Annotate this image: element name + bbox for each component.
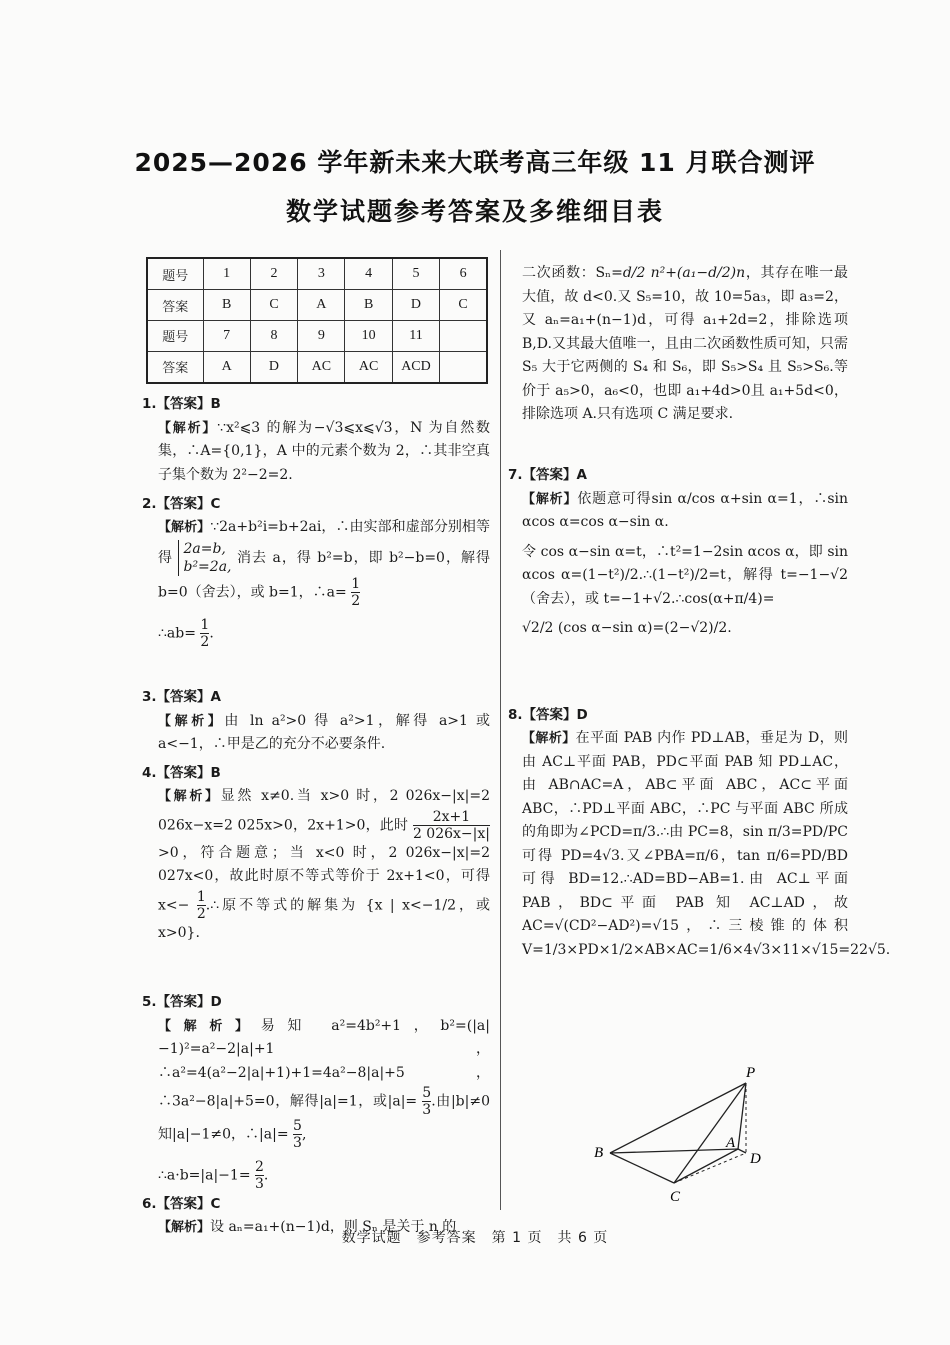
edge-CA (674, 1149, 738, 1183)
table-cell: 10 (345, 320, 392, 351)
answer-heading-q1: 1.【答案】B (142, 396, 221, 412)
page-title: 2025—2026 学年新未来大联考高三年级 11 月联合测评 (134, 148, 816, 177)
fraction-num: 1 (196, 888, 206, 905)
edge-AD (738, 1149, 746, 1153)
fraction-den: 3 (293, 1135, 302, 1151)
formula: d/2 n²+(a₁−d/2)n (622, 265, 746, 281)
solution-set: {x | x<−1/2，或 x>0}. (158, 897, 491, 941)
table-cell (440, 320, 487, 351)
formula: (1−t²)/2 (582, 567, 639, 583)
table-cell: C (440, 290, 487, 321)
solution-text: ∵2a+b²i=b+2ai，∴由实部和虚部分别相等得 (158, 519, 490, 566)
page-subtitle: 数学试题参考答案及多维细目表 (285, 197, 664, 226)
solution-text: ∴ab= (158, 625, 196, 641)
fraction (413, 809, 490, 842)
fraction-num: 5 (293, 1118, 302, 1134)
answer-heading-q4: 4.【答案】B (142, 764, 221, 781)
table-cell: 8 (250, 320, 297, 351)
solution-text: .∴原不等式的解集为 (205, 897, 359, 913)
table-cell: ACD (392, 351, 439, 383)
fraction-num: 2x+1 (413, 809, 490, 826)
solution-text: 二次函数：Sₙ= (522, 265, 623, 281)
table-cell: AC (345, 351, 392, 383)
solution-label: 【解析】 (158, 713, 225, 729)
label-P: P (746, 1065, 756, 1081)
table-cell: 题号 (147, 320, 203, 351)
solution-label: 【解析】 (522, 491, 578, 507)
solution-text: √2/2 (cos α−sin α)=(2−√2)/2. (522, 620, 732, 636)
answer-heading-q2: 2.【答案】C (142, 495, 221, 512)
fraction (200, 617, 209, 650)
answer-heading-q3: 3.【答案】A (142, 689, 221, 705)
table-cell: 6 (440, 258, 487, 290)
system-line-1: 2a=b, (183, 540, 226, 557)
answer-heading-q8: 8.【答案】D (508, 706, 588, 723)
label-B: B (594, 1145, 604, 1161)
answer-heading-q5: 5.【答案】D (142, 994, 222, 1010)
solution-text: 显然 x≠0.当 x>0 时，2 026x−|x|=2 026x−x=2 025x>0，2x+1>0，此时 (158, 788, 490, 833)
solution-text: 消去 a，得 b²=b，即 b²−b=0，解得 b=0（舍去），或 b=1，∴a= (158, 549, 491, 600)
table-cell: 9 (298, 320, 345, 351)
table-cell: C (250, 290, 297, 321)
solution-text: 令 cos α−sin α=t，∴t²=1−2sin αcos α，即 sin αcos α= (522, 543, 848, 583)
table-cell: D (392, 290, 439, 321)
table-cell: 11 (392, 320, 439, 351)
table-cell: B (345, 290, 392, 321)
solution-q8 (522, 727, 891, 1067)
table-cell: 2 (250, 258, 297, 290)
solution-label: 【解析】 (522, 731, 576, 746)
solution-q1 (142, 417, 490, 489)
right-column (508, 262, 891, 1067)
solution-text: 在平面 PAB 内作 PD⊥AB，垂足为 D，则由 AC⊥平面 PAB，PD⊂平面 PAB 知 PD⊥AC，由 AB∩AC=A，AB⊂平面 ABC，AC⊂平面 ABC，∴PD⊥平面 ABC，∴PC 与平面 ABC 所成的角即为∠PCD=π/3.∴由 PC=8，sin π/3= (522, 730, 848, 840)
solution-text: ，其存在唯一最大值，故 d<0.又 S₅=10，故 10=5a₃，即 a₃=2，又 aₙ=a₁+(n−1)d，可得 a₁+2d=2，排除选项 B,D.又其最大值唯一，且由二次函数性质可知，只需 S₅ 大于它两侧的 S₄ 和 S₆，即 S₅>S₄ 且 S₅>S₆.等价于 a₅>0，a₆<0，也即 a₁+4d>0且 a₁+5d<0，排除选项 A.只有选项 C 满足要求. (522, 265, 848, 422)
fraction-num: 1 (351, 575, 361, 592)
fraction-num: 1 (200, 616, 210, 633)
solution-q4 (142, 785, 490, 985)
table-cell: 7 (203, 320, 250, 351)
solution-q6-continued (522, 262, 848, 460)
system-line-2: b²=2a, (183, 558, 232, 575)
table-cell: 3 (298, 258, 345, 290)
left-column (142, 393, 490, 1240)
page-footer: 数学试题 参考答案 第 1 页 共 6 页 (341, 1230, 609, 1246)
table-cell: AC (298, 351, 345, 383)
fraction-num: 2 (255, 1159, 264, 1175)
fraction-den: 3 (422, 1102, 432, 1118)
solution-q2: 【解析】∵2a+b²i=b+2ai，∴由实部和虚部分别相等得 2a=b, b²=2a, 消去 a，得 b²=b，即 b²−b=0，解得 b=0（舍去），或 b=1，∴a= $\frac{1}{2}$ ∴ab= $\frac{1}{2}$ . (158, 519, 491, 650)
table-row (147, 320, 487, 351)
solution-q3 (142, 710, 490, 758)
table-cell: 题号 (147, 258, 203, 290)
column-divider (500, 250, 501, 1210)
fraction (255, 1159, 264, 1192)
answer-table (146, 257, 488, 384)
solution-text: 由 ln a²>0 得 a²>1，解得 a>1 或 a<−1，∴甲是乙的充分不必要条件. (158, 712, 490, 752)
fraction (197, 889, 206, 922)
solution-text: 易知 a²=4b²+1，b²=(|a|−1)²=a²−2|a|+1，∴a²=4(a²−2|a|+1)+1=4a²−8|a|+5，∴3a²−8|a|+5=0，解得|a|=1，或|a|= (158, 1017, 490, 1110)
table-cell: 答案 (147, 290, 203, 321)
fraction (422, 1085, 431, 1118)
table-cell: A (203, 351, 250, 383)
solution-q5: 【解析】易知 a²=4b²+1，b²=(|a|−1)²=a²−2|a|+1，∴a²=4(a²−2|a|+1)+1=4a²−8|a|+5，∴3a²−8|a|+5=0，解得|a|=1，或|a|= $\frac{5}{3}$ .由|b|≠0 知|a|−1≠0，∴|a|= $\frac{5}{3}$ , ∴a·b=|a|−1= $\frac{2}{3}$ . (158, 1017, 490, 1192)
fraction-den: 2 (196, 905, 206, 922)
edge-BA (610, 1149, 738, 1153)
answer-heading-q7: 7.【答案】A (508, 467, 587, 483)
solution-text: ∵x²⩽3 的解为−√3⩽x⩽√3，N 为自然数集，∴A={0,1}，A 中的元素个数为 2，∴其非空真子集个数为 2²−2=2. (158, 419, 490, 483)
solution-text: .由|b|≠0 知|a|−1≠0，∴|a|= (158, 1093, 490, 1143)
table-cell: 1 (203, 258, 250, 290)
edge-BC (610, 1153, 674, 1183)
tetrahedron-figure (588, 1065, 778, 1214)
label-C: C (670, 1189, 681, 1205)
fraction (293, 1118, 302, 1151)
formula: sin α/cos α+sin α=1 (651, 490, 798, 507)
fraction-den: 2 (351, 592, 361, 609)
fraction (351, 576, 360, 609)
table-row (147, 351, 487, 383)
fraction-den: 2 026x−|x| (412, 825, 490, 842)
fraction-den: 2 (200, 633, 210, 650)
fraction-den: 3 (255, 1176, 264, 1192)
solution-label: 【解析】 (158, 520, 211, 535)
solution-label: 【解析】 (158, 1220, 211, 1235)
table-cell: A (298, 290, 345, 321)
table-cell: 答案 (147, 351, 203, 383)
table-row (147, 290, 487, 321)
table-cell: B (203, 290, 250, 321)
table-cell: D (250, 351, 297, 383)
table-row (147, 258, 487, 290)
solution-label: 【解析】 (158, 1018, 261, 1034)
solution-label: 【解析】 (158, 789, 221, 804)
label-D: D (750, 1151, 761, 1167)
table-cell: 5 (392, 258, 439, 290)
label-A: A (726, 1135, 736, 1151)
solution-text: 依题意可得 (577, 490, 652, 507)
equation-system (178, 540, 231, 576)
figure-svg (588, 1065, 778, 1210)
solution-q7 (522, 488, 848, 698)
table-cell: 4 (345, 258, 392, 290)
solution-text: 设 aₙ=a₁+(n−1)d，则 Sₙ 是关于 n 的 (210, 1219, 457, 1235)
fraction-num: 5 (422, 1085, 432, 1101)
solution-text: .∴(1−t²)/2=t，解得 t=−1−√2（舍去），或 t=−1+√2.∴cos(α+π/4)= (522, 567, 849, 607)
solution-label: 【解析】 (158, 420, 218, 436)
solution-text: >0，符合题意；当 x<0 时，2 026x−|x|=2 027x<0，故此时原不等式等价于 2x+1<0，可得 x<− (158, 844, 490, 913)
solution-text: PD/PC 可得 PD=4√3.又∠PBA=π/6，tan π/6=PD/BD 可得 BD=12.∴AD=BD−AB=1.由 AC⊥平面 PAB，BD⊂平面 PAB 知 AC⊥AD，故 AC=√(CD²−AD²)=√15，∴三棱锥的体积 V=1/3×PD×1/2×AB×AC=1/6×4√3×11×√15=22√5. (522, 824, 891, 958)
solution-text: ，∴sin αcos α=cos α−sin α. (522, 490, 849, 530)
solution-text: ∴a·b=|a|−1= (158, 1167, 251, 1184)
table-cell (440, 351, 487, 383)
answer-heading-q6: 6.【答案】C (142, 1195, 221, 1212)
